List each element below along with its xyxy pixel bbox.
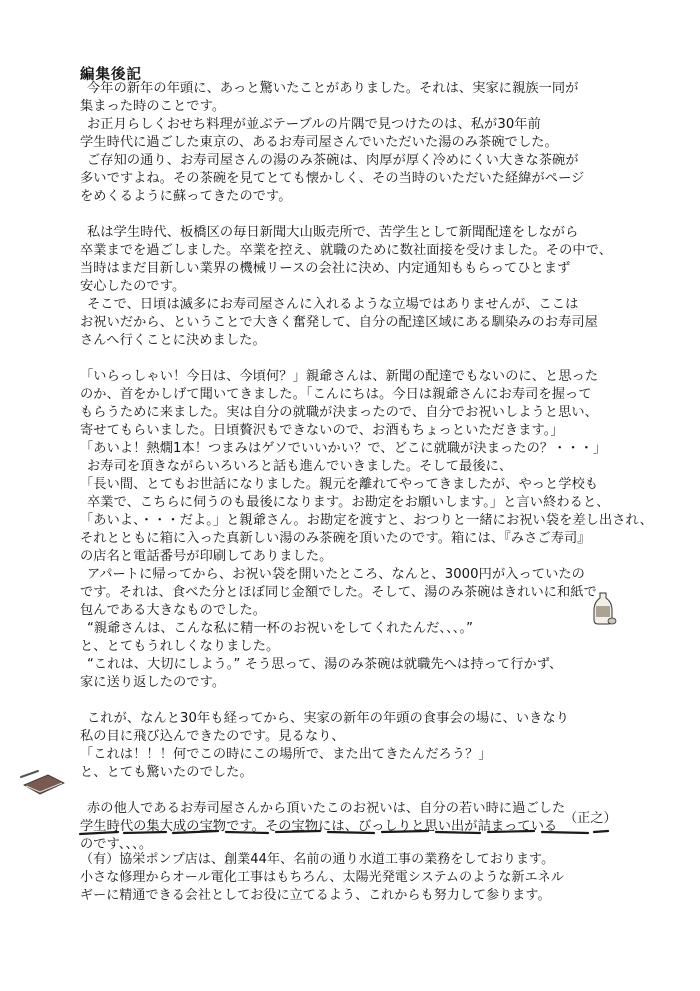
text-line: さんへ行くことに決めました。 xyxy=(80,333,266,348)
book-pen-icon xyxy=(18,767,70,797)
text-line: をめくるように蘇ってきたのです。 xyxy=(80,189,292,204)
text-line: そこで、日頃は滅多にお寿司屋さんに入れるような立場ではありませんが、ここは xyxy=(87,297,579,312)
text-line: 包んである大きなものでした。 xyxy=(80,603,267,618)
text-line: アパートに帰ってから、お祝い袋を開いたところ、なんと、3000円が入っていたの xyxy=(87,567,585,582)
text-line: 学生時代に過ごした東京の、あるお寿司屋さんでいただいた湯のみ茶碗でした。 xyxy=(80,135,558,150)
paragraph-gap xyxy=(80,206,640,224)
signature: （正之） xyxy=(564,811,617,826)
text-line: もらうために来ました。実は自分の就職が決まったので、自分でお祝いしようと思い、 xyxy=(80,405,598,420)
footer-line: （有）協栄ポンプ店は、創業44年、名前の通り水道工事の業務をしております。 xyxy=(80,852,555,867)
text-line: 「いらっしゃい！今日は、今頃何？」親爺さんは、新聞の配達でもないのに、と思った xyxy=(80,369,599,384)
footer-line: ギーに精通できる会社としてお役に立てるよう、これからも努力して参ります。 xyxy=(80,888,551,903)
text-line: 卒業までを過ごしました。卒業を控え、就職のために数社面接を受けました。その中で、 xyxy=(80,243,613,258)
text-line: です。それは、食べた分とほぼ同じ金額でした。そして、湯のみ茶碗はきれいに和紙で xyxy=(80,585,597,600)
text-line: お寿司を頂きながらいろいろと話も進んでいきました。そして最後に、 xyxy=(87,459,513,474)
text-line: それとともに箱に入った真新しい湯のみ茶碗を頂いたのです。箱には、『みさご寿司』 xyxy=(80,531,591,546)
paragraph-gap xyxy=(80,782,640,800)
text-line: 今年の新年の年頭に、あっと驚いたことがありました。それは、実家に親族一同が xyxy=(87,81,579,96)
paragraph-gap xyxy=(80,692,640,710)
text-line: 集まった時のことです。 xyxy=(80,99,226,114)
text-line: “これは、大切にしよう。” そう思って、湯のみ茶碗は就職先へは持って行かず、 xyxy=(87,657,563,672)
footer-line: 小さな修理からオール電化工事はもちろん、太陽光発電システムのような新エネル xyxy=(80,870,564,885)
text-line: 私は学生時代、板橋区の毎日新聞大山販売所で、苦学生として新聞配達をしながら xyxy=(87,225,579,240)
page-title: 編集後記 xyxy=(80,67,142,83)
editorial-body xyxy=(80,80,653,854)
text-line: の店名と電話番号が印刷してありました。 xyxy=(80,549,333,564)
text-line: 「あいよ！熱燗1本！つまみはゲソでいいかい？で、どこに就職が決まったの？・・・」 xyxy=(80,441,607,456)
text-line: 赤の他人であるお寿司屋さんから頂いたこのお祝いは、自分の若い時に過ごした xyxy=(87,801,566,816)
text-line: ご存知の通り、お寿司屋さんの湯のみ茶碗は、肉厚が厚く冷めにくい大きな茶碗が xyxy=(87,153,579,168)
text-line: 多いですよね。その茶碗を見てとても懐かしく、その当時のいただいた経緯がページ xyxy=(80,171,585,186)
text-line: のです、、、。 xyxy=(80,837,153,852)
text-line: “親爺さんは、こんな私に精一杯のお祝いをしてくれたんだ、、、。” xyxy=(87,621,474,636)
text-line: 「長い間、とてもお世話になりました。親元を離れてやってきましたが、やっと学校も xyxy=(80,477,599,492)
text-line: と、とても驚いたのでした。 xyxy=(80,765,253,780)
text-line: 当時はまだ目新しい業界の機械リースの会社に決め、内定通知ももらってひとまず xyxy=(80,261,571,276)
paragraph-gap xyxy=(80,350,640,368)
text-line: と、とてもうれしくなりました。 xyxy=(80,639,280,654)
text-line: 家に送り返したのです。 xyxy=(80,675,226,690)
text-line: のか、首をかしげて聞いてきました。「こんにちは。今日は親爺さんにお寿司を握って xyxy=(80,387,592,402)
company-footer xyxy=(80,851,620,905)
dashed-divider xyxy=(78,829,610,837)
sake-bottle-icon xyxy=(588,590,618,626)
text-line: お祝いだから、ということで大きく奮発して、自分の配達区域にある馴染みのお寿司屋 xyxy=(80,315,598,330)
text-line: 私の目に飛び込んできたのです。見るなり、 xyxy=(80,729,345,744)
text-line: 学生時代の集大成の宝物です。その宝物には、びっしりと思い出が詰まっている xyxy=(80,819,558,834)
text-line: 卒業で、こちらに伺うのも最後になります。お勘定をお願いします。」と言い終わると、 xyxy=(87,495,610,510)
text-line: 「あいよ、・・・だよ。」と親爺さん。お勘定を渡すと、おつりと一緒にお祝い袋を差し出され、 xyxy=(80,513,653,528)
text-line: 安心したのです。 xyxy=(80,279,186,294)
text-line: 「これは！！！何でこの時にこの場所で、また出てきたんだろう？」 xyxy=(80,747,492,762)
text-line: 寄せてもらいました。日頃贅沢もできないので、お酒もちょっといただきます。」 xyxy=(80,423,564,438)
text-line: お正月らしくおせち料理が並ぶテーブルの片隅で見つけたのは、私が30年前 xyxy=(87,117,541,132)
text-line: これが、なんと30年も経ってから、実家の新年の年頭の食事会の場に、いきなり xyxy=(87,711,570,726)
